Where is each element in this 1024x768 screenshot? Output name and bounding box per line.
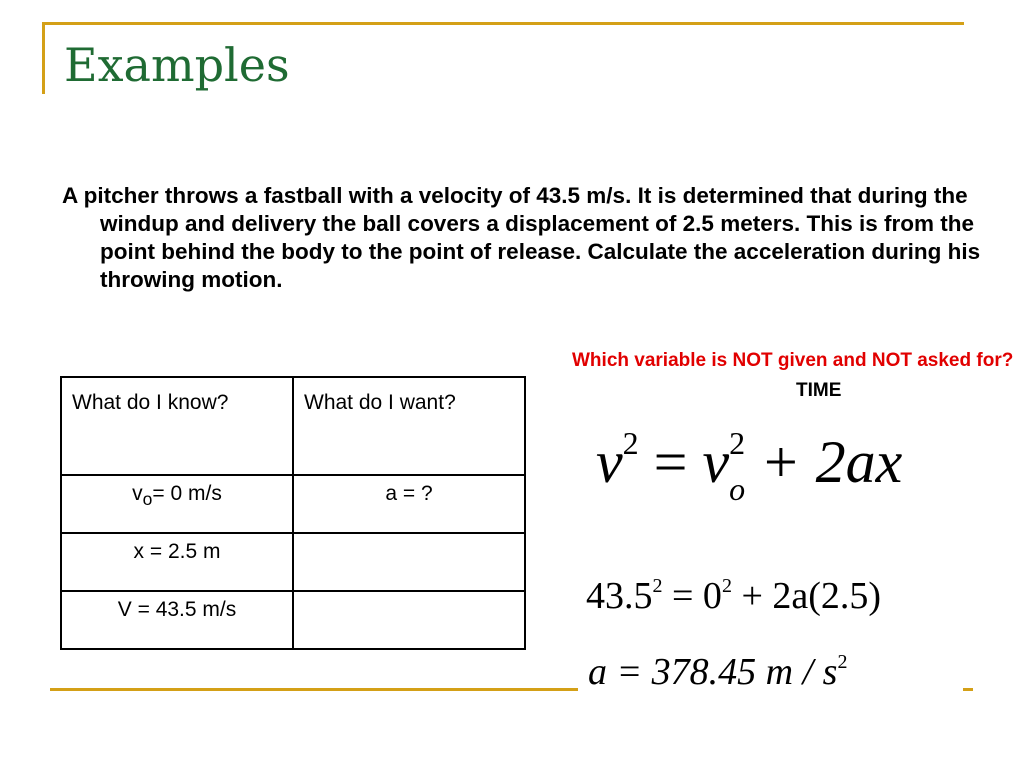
cell-want [293, 591, 525, 649]
decorative-left-line [42, 22, 45, 94]
cell-want [293, 533, 525, 591]
equation-substituted: $43.5^2 = 0^2 + 2a(2.5)$ [586, 575, 882, 617]
cell-know [61, 475, 293, 533]
cell-know: V = 43.5 m/s [61, 591, 293, 649]
equation-kinematic: $v^2 = v^2_o + 2ax$ [596, 425, 903, 507]
table-row [61, 475, 525, 533]
equation-result: a = 378.45 m / $s^2$ [588, 651, 848, 693]
question-text: Which variable is NOT given and NOT asked for? [572, 350, 1014, 371]
decorative-top-line [42, 22, 964, 25]
know-symbol: v [132, 482, 143, 505]
answer-text: TIME [796, 380, 842, 401]
known-wanted-table [60, 376, 526, 650]
table-header-row [61, 377, 525, 475]
know-rest: = 0 m/s [152, 482, 222, 505]
cell-want: a = ? [293, 475, 525, 533]
problem-text: A pitcher throws a fastball with a velocity of 43.5 m/s. It is determined that during the windup and delivery the ball covers a displacement of 2.5 meters. This is from the point behind the body to the point of release. Calculate the acceleration during his throwing motion. [62, 183, 981, 292]
header-want: What do I want? [293, 377, 525, 475]
decorative-bottom-tick [963, 688, 973, 691]
table-row [61, 533, 525, 591]
table-row [61, 591, 525, 649]
slide-title: Examples [64, 38, 290, 92]
decorative-bottom-line [50, 688, 578, 691]
header-know: What do I know? [61, 377, 293, 475]
know-subscript: o [142, 489, 153, 510]
cell-know: x = 2.5 m [61, 533, 293, 591]
